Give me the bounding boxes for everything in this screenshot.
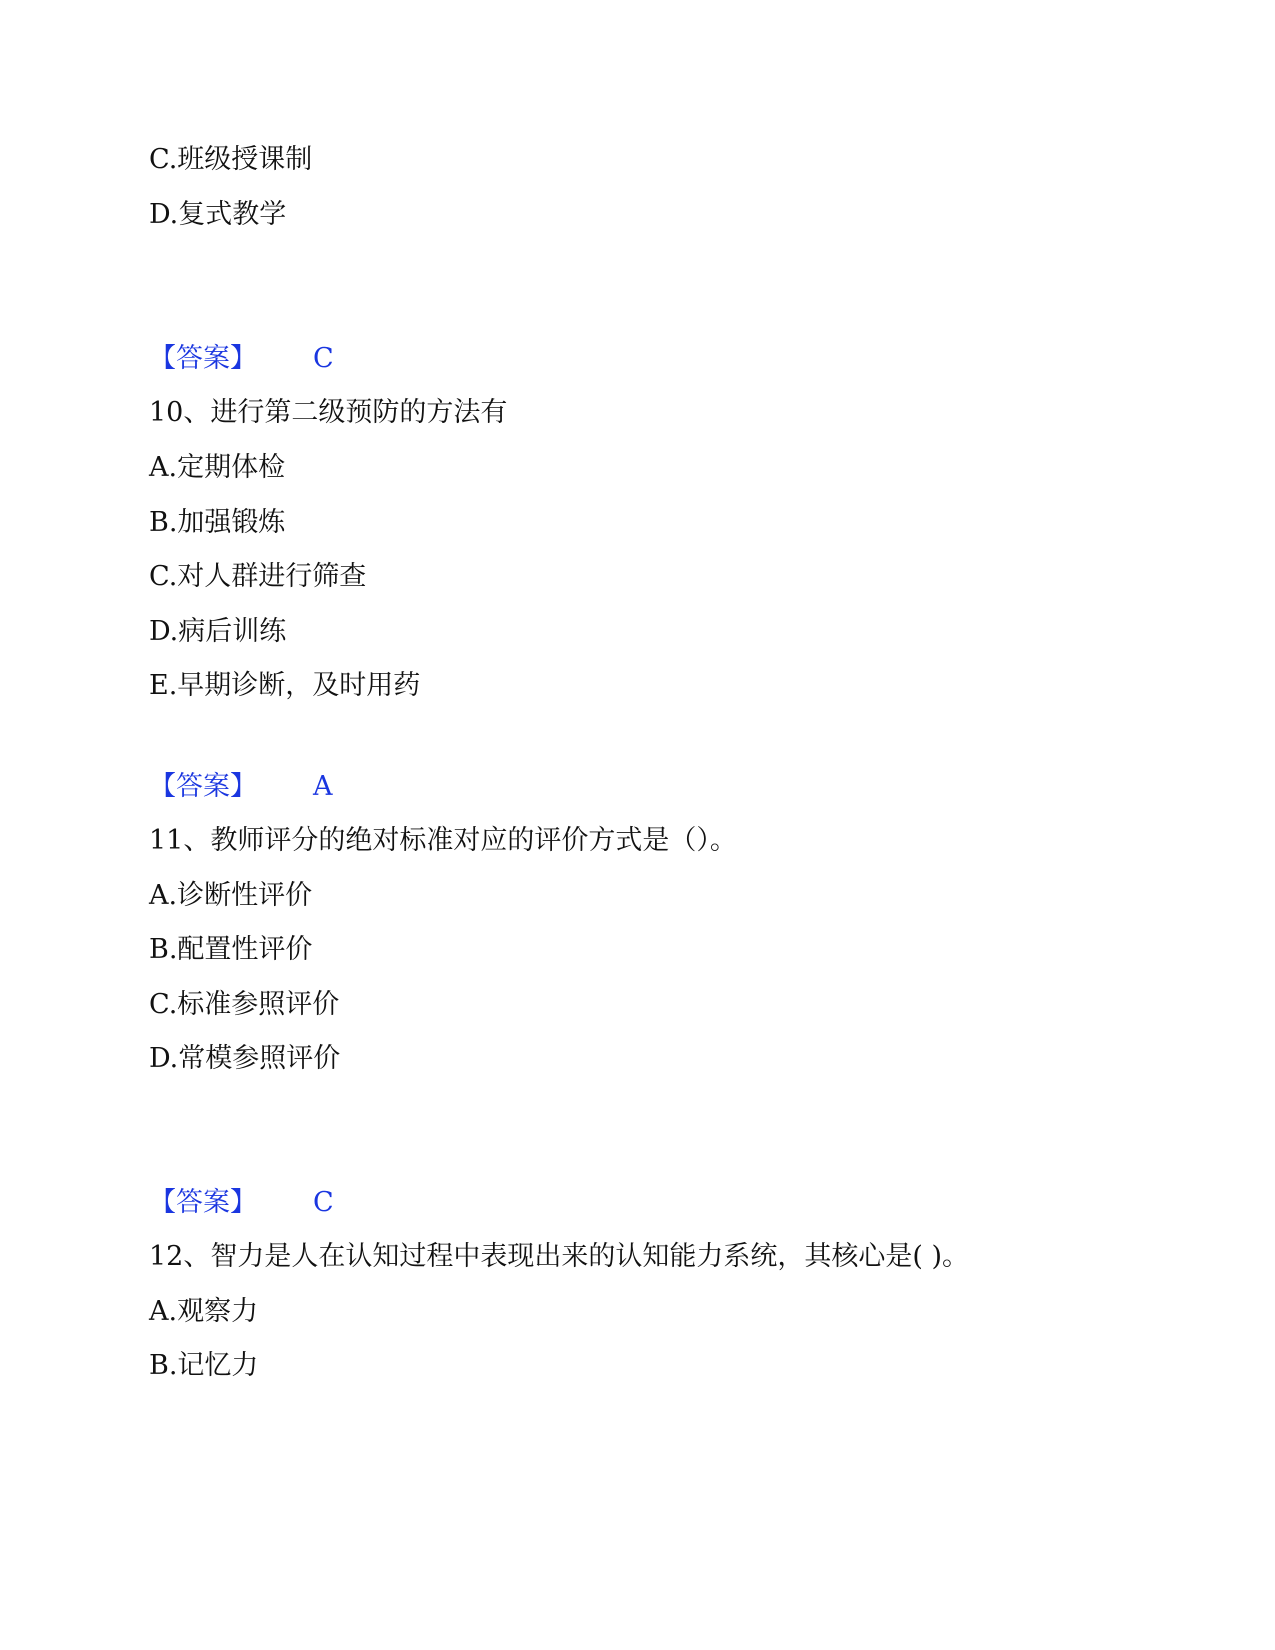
answer-value: C — [313, 343, 334, 374]
option-d-multi-grade: D.复式教学 — [149, 199, 287, 230]
question-10-option-a: A.定期体检 — [149, 452, 286, 483]
answer-9 — [149, 342, 334, 376]
question-10-option-b: B.加强锻炼 — [149, 507, 286, 538]
question-10-option-c: C.对人群进行筛查 — [149, 561, 367, 592]
question-10: 10、进行第二级预防的方法有 — [149, 397, 508, 428]
answer-label: 【答案】 — [149, 343, 257, 374]
question-11-option-a: A.诊断性评价 — [149, 880, 313, 911]
answer-10 — [149, 770, 333, 804]
question-12-option-b: B.记忆力 — [149, 1350, 259, 1381]
question-11-option-d: D.常模参照评价 — [149, 1043, 341, 1074]
option-c-class-teaching: C.班级授课制 — [149, 144, 313, 175]
answer-label: 【答案】 — [149, 1187, 257, 1218]
answer-value: C — [313, 1187, 334, 1218]
answer-value: A — [313, 771, 333, 802]
question-12: 12、智力是人在认知过程中表现出来的认知能力系统，其核心是( )。 — [149, 1241, 970, 1272]
answer-label: 【答案】 — [149, 771, 257, 802]
answer-11 — [149, 1186, 334, 1220]
question-12-option-a: A.观察力 — [149, 1296, 259, 1327]
question-11: 11、教师评分的绝对标准对应的评价方式是（）。 — [149, 825, 737, 856]
question-11-option-c: C.标准参照评价 — [149, 989, 340, 1020]
question-10-option-d: D.病后训练 — [149, 616, 287, 647]
question-11-option-b: B.配置性评价 — [149, 934, 313, 965]
question-10-option-e: E.早期诊断，及时用药 — [149, 670, 421, 701]
